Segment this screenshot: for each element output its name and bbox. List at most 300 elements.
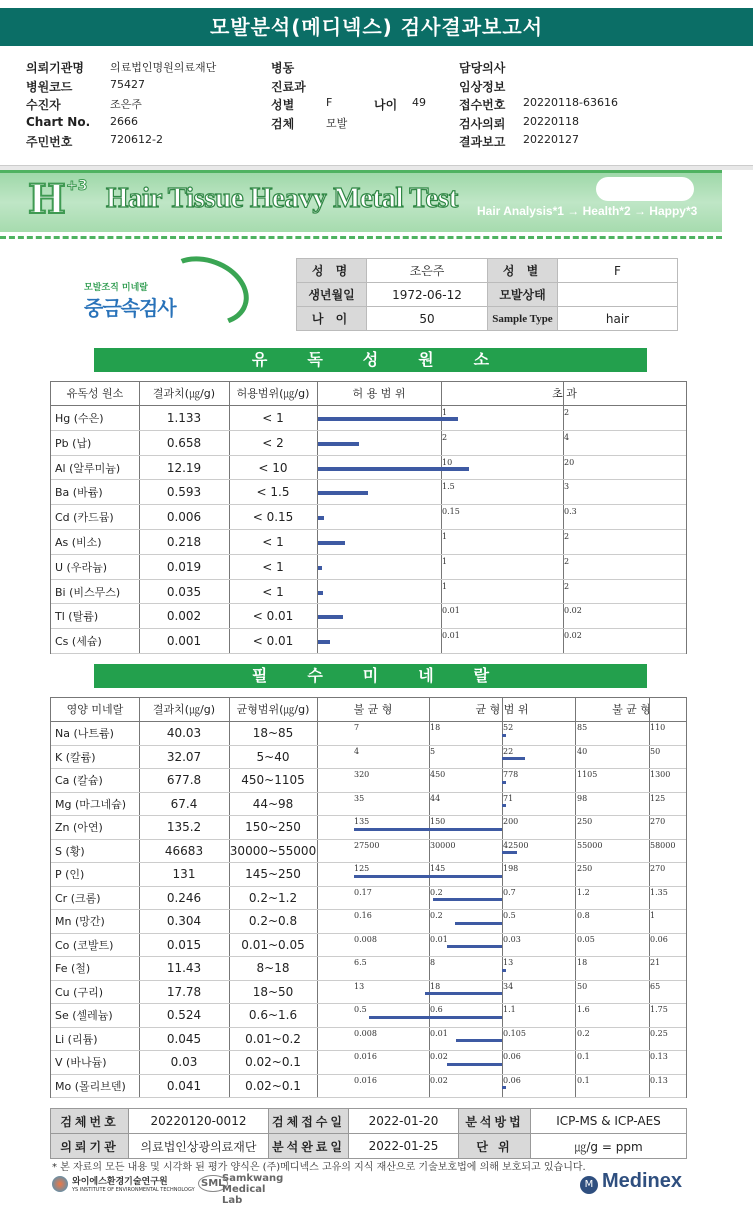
mineral-name: Mo (몰리브덴) <box>55 1079 126 1093</box>
received-label: 검체접수일 <box>269 1109 349 1134</box>
sample-no-label: 검체번호 <box>51 1109 129 1134</box>
banner-pill <box>596 177 694 201</box>
tick-label: 0.02 <box>430 1052 448 1061</box>
banner-h-sup: +3 <box>66 178 88 194</box>
table-row <box>51 769 686 793</box>
tick-label: 0.3 <box>564 507 577 517</box>
mineral-name: K (칼륨) <box>55 750 96 764</box>
result-bar <box>502 757 525 760</box>
medinex-logo-icon: M <box>580 1176 598 1194</box>
tick-label: 1.2 <box>577 887 590 897</box>
header-label: 접수번호 <box>459 98 506 112</box>
header-label: 임상정보 <box>459 80 506 94</box>
result-value: 0.035 <box>166 584 202 599</box>
mineral-header-row <box>51 698 686 722</box>
patient-info-table <box>296 258 678 331</box>
tick-label: 0.01 <box>430 1028 448 1038</box>
tick-label: 5 <box>430 746 436 756</box>
banner-dashes <box>0 236 722 239</box>
result-bar <box>318 491 368 495</box>
logo-title: 중금속검사 <box>84 296 176 320</box>
unit-value: ㎍/g = ppm <box>531 1134 687 1159</box>
result-value: 0.304 <box>166 914 202 928</box>
tick-label: 2 <box>442 432 448 442</box>
sample-label: Sample Type <box>488 307 558 331</box>
result-bar <box>502 851 517 854</box>
table-row <box>51 863 686 887</box>
header-value: 20220118-63616 <box>523 96 618 109</box>
allowed-range: < 0.01 <box>252 634 294 649</box>
result-bar <box>502 734 506 737</box>
table-row <box>51 746 686 770</box>
dob-label: 생년월일 <box>297 283 367 307</box>
result-value: 131 <box>172 867 196 881</box>
tick-label: 40 <box>577 746 588 756</box>
completed-label: 분석완료일 <box>269 1134 349 1159</box>
state-value <box>558 283 678 307</box>
result-value: 0.015 <box>166 937 202 952</box>
header-label: 검체 <box>271 117 295 131</box>
tick-label: 6.5 <box>354 958 367 967</box>
tick-label: 0.06 <box>503 1075 521 1085</box>
tick-label: 450 <box>430 770 446 779</box>
tick-label: 42500 <box>503 840 529 850</box>
column-header: 균 형 범 위 <box>475 703 529 716</box>
tick-label: 1.6 <box>577 1005 590 1014</box>
tick-label: 0.16 <box>354 911 372 920</box>
result-bar <box>425 992 502 995</box>
result-value: 0.019 <box>166 559 202 574</box>
result-bar <box>318 591 323 595</box>
tick-label: 4 <box>564 432 570 442</box>
tick-label: 52 <box>503 723 514 732</box>
result-value: 0.524 <box>166 1008 202 1022</box>
received-value: 2022-01-20 <box>349 1109 459 1134</box>
medinex-logo-text: Medinex <box>602 1170 683 1192</box>
toxic-section-title: 유독성원소 <box>94 348 647 372</box>
tick-label: 50 <box>577 981 588 991</box>
tick-label: 250 <box>577 864 593 873</box>
tick-label: 0.008 <box>354 934 377 944</box>
column-header: 초 과 <box>552 387 577 400</box>
header-value: 20220127 <box>523 133 579 146</box>
tick-label: 20 <box>564 457 575 467</box>
tick-label: 0.02 <box>430 1075 448 1085</box>
tick-label: 0.15 <box>442 507 460 517</box>
result-bar <box>354 828 502 831</box>
tick-label: 270 <box>650 817 666 826</box>
table-row <box>51 1004 686 1028</box>
result-bar <box>318 566 322 570</box>
tick-label: 0.02 <box>564 631 582 641</box>
mineral-name: S (황) <box>55 844 85 858</box>
tick-label: 0.13 <box>650 1052 668 1061</box>
report-header <box>0 54 753 166</box>
allowed-range: < 1 <box>262 535 284 549</box>
tick-label: 1.75 <box>650 1005 668 1014</box>
sml-logo-mark: SML <box>198 1175 228 1192</box>
header-value: 20220118 <box>523 115 579 128</box>
sample-no-value: 20220120-0012 <box>129 1109 269 1134</box>
result-value: 17.78 <box>166 984 202 999</box>
name-value: 조은주 <box>367 259 488 283</box>
result-value: 135.2 <box>166 820 202 834</box>
result-value: 0.03 <box>170 1055 198 1069</box>
table-row <box>51 793 686 817</box>
ys-logo-icon <box>52 1176 68 1192</box>
result-value: 0.045 <box>166 1031 202 1046</box>
toxic-header-row <box>51 382 686 406</box>
tick-label: 85 <box>577 723 588 732</box>
result-value: 40.03 <box>166 726 202 740</box>
tick-label: 4 <box>354 746 360 756</box>
tick-label: 0.1 <box>577 1075 590 1085</box>
result-value: 0.658 <box>166 435 202 450</box>
column-header: 불 균 형 <box>612 703 651 716</box>
client-label: 의뢰기관 <box>51 1134 129 1159</box>
balance-range: 0.02~0.1 <box>245 1055 301 1069</box>
tick-label: 71 <box>503 793 514 803</box>
tick-label: 135 <box>354 817 370 826</box>
age-value: 49 <box>412 96 426 109</box>
mineral-name: Cu (구리) <box>55 985 103 999</box>
mineral-name: V (바나듐) <box>55 1056 107 1069</box>
tick-label: 35 <box>354 793 365 803</box>
result-bar <box>455 922 502 925</box>
balance-range: 18~85 <box>252 726 294 740</box>
element-name: Pb (납) <box>55 436 92 450</box>
element-name: Tl (탈륨) <box>55 610 99 624</box>
result-bar <box>369 1016 502 1019</box>
logo-arc-icon <box>151 245 258 338</box>
result-bar <box>318 442 359 446</box>
mineral-name: Mg (마그네슘) <box>55 797 127 811</box>
name-label: 성 명 <box>297 259 367 283</box>
tick-label: 198 <box>503 864 519 873</box>
table-row <box>51 604 686 629</box>
banner-h-logo: H <box>28 176 66 223</box>
tick-label: 50 <box>650 746 661 756</box>
result-bar <box>502 969 506 972</box>
unit-label: 단 위 <box>459 1134 531 1159</box>
tick-label: 0.06 <box>503 1052 521 1061</box>
element-name: As (비소) <box>55 536 102 549</box>
tick-label: 0.105 <box>503 1028 526 1038</box>
result-bar <box>318 640 330 644</box>
method-label: 분석방법 <box>459 1109 531 1134</box>
header-value: 조은주 <box>110 98 142 111</box>
sample-value: hair <box>558 307 678 331</box>
table-row <box>51 555 686 580</box>
column-header: 유독성 원소 <box>66 387 124 400</box>
tick-label: 1.35 <box>650 887 668 897</box>
balance-range: 44~98 <box>252 796 294 811</box>
balance-range: 18~50 <box>252 984 294 999</box>
element-name: Bi (비스무스) <box>55 585 121 599</box>
tick-label: 0.13 <box>650 1075 668 1085</box>
tick-label: 110 <box>650 723 666 732</box>
header-label: Chart No. <box>26 115 91 129</box>
tick-label: 250 <box>577 817 593 826</box>
tick-label: 18 <box>430 981 441 991</box>
mineral-name: Na (나트륨) <box>55 727 114 740</box>
tick-label: 2 <box>564 581 570 591</box>
tick-label: 27500 <box>354 840 380 850</box>
table-row <box>51 910 686 934</box>
column-header: 허용범위(㎍/g) <box>236 387 310 400</box>
mineral-name: Mn (망간) <box>55 915 105 928</box>
tick-label: 0.1 <box>577 1052 590 1061</box>
tick-label: 1 <box>650 911 656 920</box>
result-bar <box>318 541 345 545</box>
column-header: 균형범위(㎍/g) <box>236 703 310 716</box>
table-row <box>51 480 686 505</box>
header-value: 720612-2 <box>110 133 163 146</box>
balance-range: 8~18 <box>256 961 290 975</box>
allowed-range: < 1 <box>262 559 284 574</box>
balance-range: 0.01~0.05 <box>241 937 305 952</box>
tick-label: 1105 <box>577 770 598 779</box>
table-row <box>51 580 686 605</box>
result-bar <box>318 467 469 471</box>
header-label: 결과보고 <box>459 135 506 149</box>
header-value: 모발 <box>326 117 348 130</box>
tick-label: 3 <box>564 482 570 492</box>
tick-label: 8 <box>430 958 436 967</box>
tick-label: 200 <box>503 817 519 826</box>
allowed-range: < 1 <box>262 584 284 599</box>
state-label: 모발상태 <box>488 283 558 307</box>
result-value: 677.8 <box>166 773 202 787</box>
tick-label: 778 <box>503 770 519 779</box>
result-bar <box>354 875 502 878</box>
balance-range: 450~1105 <box>241 773 305 787</box>
tick-label: 0.25 <box>650 1028 668 1038</box>
table-row <box>51 431 686 456</box>
tick-label: 0.8 <box>577 911 590 920</box>
header-label: 주민번호 <box>26 135 73 149</box>
table-row <box>51 1051 686 1075</box>
sex-label: 성 별 <box>488 259 558 283</box>
tick-label: 0.2 <box>430 911 443 920</box>
table-row <box>51 722 686 746</box>
result-value: 0.001 <box>166 634 202 649</box>
tick-label: 0.03 <box>503 934 521 944</box>
tick-label: 1.1 <box>503 1005 516 1014</box>
result-bar <box>318 516 324 520</box>
header-value: 의료법인명원의료재단 <box>110 61 217 74</box>
client-value: 의료법인상광의료재단 <box>129 1134 269 1159</box>
table-row <box>51 406 686 431</box>
sml-logo-text: Samkwang Medical Lab <box>222 1173 284 1206</box>
tick-label: 0.016 <box>354 1052 377 1061</box>
tick-label: 2 <box>564 556 570 566</box>
footer-table <box>50 1108 687 1159</box>
result-bar <box>447 945 502 948</box>
logo-small-text: 모발조직 미네랄 <box>84 283 148 293</box>
tick-label: 125 <box>650 793 666 803</box>
balance-range: 0.2~1.2 <box>248 890 298 905</box>
result-bar <box>502 804 506 807</box>
header-label: 성별 <box>271 98 295 112</box>
tick-label: 44 <box>430 793 441 803</box>
tick-label: 2 <box>564 408 570 417</box>
header-label: 병원코드 <box>26 80 73 94</box>
mineral-name: Ca (칼슘) <box>55 774 103 787</box>
balance-range: 30000~55000 <box>229 843 317 858</box>
table-row <box>51 981 686 1005</box>
table-row <box>51 887 686 911</box>
tick-label: 21 <box>650 958 661 967</box>
tick-label: 30000 <box>430 840 456 850</box>
tick-label: 55000 <box>577 840 603 850</box>
result-value: 32.07 <box>166 749 202 764</box>
allowed-range: < 0.01 <box>252 609 294 624</box>
mineral-name: Zn (아연) <box>55 821 103 834</box>
balance-range: 145~250 <box>245 867 301 881</box>
result-bar <box>318 615 343 619</box>
header-label: 진료과 <box>271 80 306 94</box>
header-value: 2666 <box>110 115 138 128</box>
tick-label: 34 <box>503 981 514 991</box>
balance-range: 0.01~0.2 <box>245 1031 301 1046</box>
tick-label: 125 <box>354 864 370 873</box>
tick-label: 0.06 <box>650 934 668 944</box>
tick-label: 13 <box>354 981 365 991</box>
toxic-table <box>50 381 687 654</box>
tick-label: 1 <box>442 581 448 591</box>
column-header: 결과치(㎍/g) <box>152 387 216 400</box>
tick-label: 0.05 <box>577 934 595 944</box>
result-bar <box>456 1039 502 1042</box>
mineral-name: P (인) <box>55 868 85 881</box>
tick-label: 22 <box>503 746 514 756</box>
tick-label: 0.2 <box>577 1028 590 1038</box>
mineral-name: Cr (크롬) <box>55 891 101 905</box>
result-value: 0.006 <box>166 510 202 525</box>
mineral-name: Fe (철) <box>55 962 91 975</box>
tick-label: 18 <box>430 723 441 732</box>
mineral-table <box>50 697 687 1098</box>
tick-label: 0.7 <box>503 887 516 897</box>
tick-label: 320 <box>354 770 370 779</box>
tick-label: 0.008 <box>354 1028 377 1038</box>
table-row <box>51 934 686 958</box>
tick-label: 1.5 <box>442 482 455 492</box>
result-bar <box>318 417 458 421</box>
tick-label: 1 <box>442 556 448 566</box>
result-bar <box>433 898 502 901</box>
allowed-range: < 0.15 <box>252 510 294 525</box>
tick-label: 150 <box>430 817 446 826</box>
method-value: ICP-MS & ICP-AES <box>531 1109 687 1134</box>
tick-label: 2 <box>564 532 570 541</box>
result-value: 12.19 <box>166 460 202 475</box>
table-row <box>51 840 686 864</box>
column-header: 영양 미네랄 <box>66 703 124 716</box>
table-row <box>51 816 686 840</box>
allowed-range: < 1.5 <box>256 485 290 500</box>
tick-label: 0.016 <box>354 1075 377 1085</box>
result-value: 46683 <box>164 843 204 858</box>
tick-label: 0.01 <box>442 606 460 616</box>
mineral-name: Se (셀레늄) <box>55 1009 113 1022</box>
dob-value: 1972-06-12 <box>367 283 488 307</box>
tick-label: 0.01 <box>430 934 448 944</box>
age-label: 나 이 <box>297 307 367 331</box>
tick-label: 13 <box>503 958 514 967</box>
ys-logo-text: 와이에스환경기술연구원 <box>72 1177 168 1187</box>
copyright-note: * 본 자료의 모든 내용 및 시각화 된 평가 양식은 (주)메디넥스 고유의 지식 재산으로 기술보호법에 의해 보호되고 있습니다. <box>52 1162 586 1173</box>
header-value: F <box>326 96 333 109</box>
age-value: 50 <box>367 307 488 331</box>
result-value: 0.002 <box>166 609 202 624</box>
balance-range: 0.6~1.6 <box>248 1008 298 1022</box>
table-row <box>51 629 686 654</box>
banner-title: Hair Tissue Heavy Metal Test <box>106 182 458 214</box>
result-value: 67.4 <box>170 796 198 811</box>
table-row <box>51 456 686 481</box>
element-name: Al (알루미늄) <box>55 461 121 475</box>
result-bar <box>502 781 506 784</box>
banner-subtitle: Hair Analysis*1 → Health*2 → Happy*3 <box>477 204 698 218</box>
table-row <box>51 1075 686 1099</box>
completed-value: 2022-01-25 <box>349 1134 459 1159</box>
tick-label: 145 <box>430 864 446 873</box>
balance-range: 5~40 <box>256 749 290 764</box>
allowed-range: < 2 <box>262 435 284 450</box>
ys-logo-sub: YS INSTITUTE OF ENVIRONMENTAL TECHNOLOGY <box>72 1187 195 1193</box>
balance-range: 0.02~0.1 <box>245 1078 301 1093</box>
report-title: 모발분석(메디넥스) 검사결과보고서 <box>0 8 753 46</box>
result-value: 0.218 <box>166 535 202 549</box>
tick-label: 1 <box>442 408 448 417</box>
column-header: 허 용 범 위 <box>352 387 406 400</box>
result-value: 0.246 <box>166 890 202 905</box>
header-label: 검사의뢰 <box>459 117 506 131</box>
tick-label: 65 <box>650 981 661 991</box>
table-row <box>51 530 686 555</box>
tick-label: 10 <box>442 457 453 467</box>
tick-label: 58000 <box>650 840 676 850</box>
tick-label: 7 <box>354 723 360 732</box>
tick-label: 1 <box>442 532 448 541</box>
tick-label: 270 <box>650 864 666 873</box>
result-bar <box>502 1086 506 1089</box>
element-name: Ba (바륨) <box>55 486 103 500</box>
sex-value: F <box>558 259 678 283</box>
tick-label: 0.17 <box>354 887 372 897</box>
mineral-section-title: 필수미네랄 <box>94 664 647 688</box>
table-row <box>51 505 686 530</box>
tick-label: 98 <box>577 793 588 803</box>
tick-label: 0.2 <box>430 887 443 897</box>
header-label: 수진자 <box>26 98 61 112</box>
result-value: 0.593 <box>166 485 202 500</box>
tick-label: 0.01 <box>442 631 460 641</box>
header-label: 담당의사 <box>459 61 506 75</box>
element-name: U (우라늄) <box>55 560 108 574</box>
result-value: 11.43 <box>166 961 202 975</box>
tick-label: 18 <box>577 958 588 967</box>
age-label: 나이 <box>374 98 398 112</box>
header-label: 의뢰기관명 <box>26 61 84 75</box>
tick-label: 0.02 <box>564 606 582 616</box>
mineral-name: Li (리튬) <box>55 1032 98 1046</box>
header-label: 병동 <box>271 61 295 75</box>
result-bar <box>447 1063 502 1066</box>
table-row <box>51 957 686 981</box>
